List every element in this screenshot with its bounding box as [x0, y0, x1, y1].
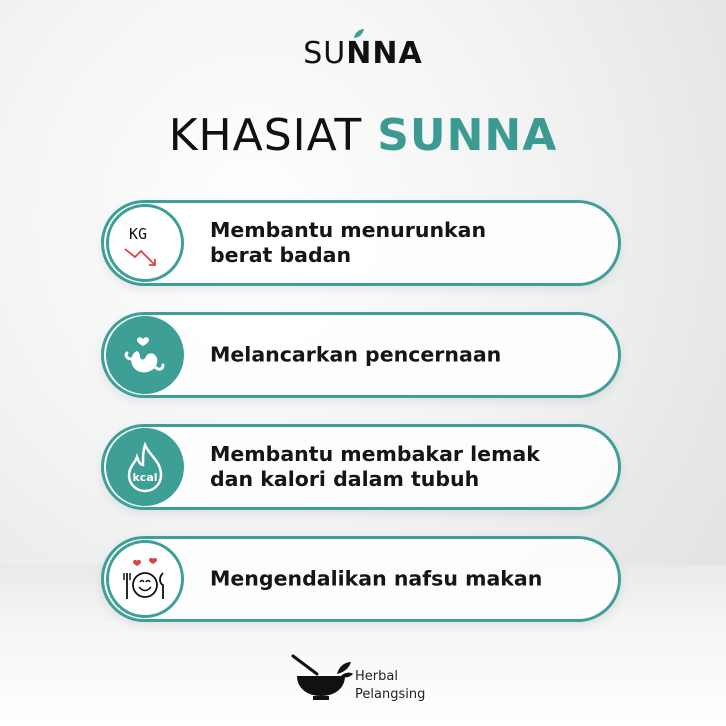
page-title-accent: SUNNA — [377, 110, 558, 161]
logo-text-part3: NA — [372, 36, 423, 71]
kcal-label: kcal — [132, 471, 158, 484]
mortar-leaf-icon — [289, 652, 355, 706]
stomach-icon — [106, 316, 184, 394]
logo-leaf-letter — [346, 36, 372, 71]
footer-text: Herbal Pelangsing — [355, 669, 426, 702]
happy-plate-icon — [106, 540, 184, 618]
benefit-card-fat-burn — [101, 424, 621, 510]
leaf-icon — [352, 28, 366, 40]
benefit-text: Membantu membakar lemak dan kalori dalam tubuh — [210, 442, 540, 491]
benefit-text: Melancarkan pencernaan — [210, 342, 502, 367]
weight-loss-icon — [106, 204, 184, 282]
footer-badge — [289, 652, 449, 706]
benefit-card-appetite — [101, 536, 621, 622]
logo-text-part1: SU — [303, 36, 347, 71]
flame-kcal-icon — [106, 428, 184, 506]
benefit-text: Membantu menurunkan berat badan — [210, 218, 487, 267]
brand-logo — [0, 36, 726, 71]
page-title-normal: KHASIAT — [168, 110, 378, 161]
weight-label: KG — [129, 225, 148, 243]
benefit-card-digestion — [101, 312, 621, 398]
benefit-text: Mengendalikan nafsu makan — [210, 566, 543, 591]
page-title — [0, 110, 726, 161]
logo-text-part2: N — [346, 36, 373, 71]
benefit-card-weight — [101, 200, 621, 286]
